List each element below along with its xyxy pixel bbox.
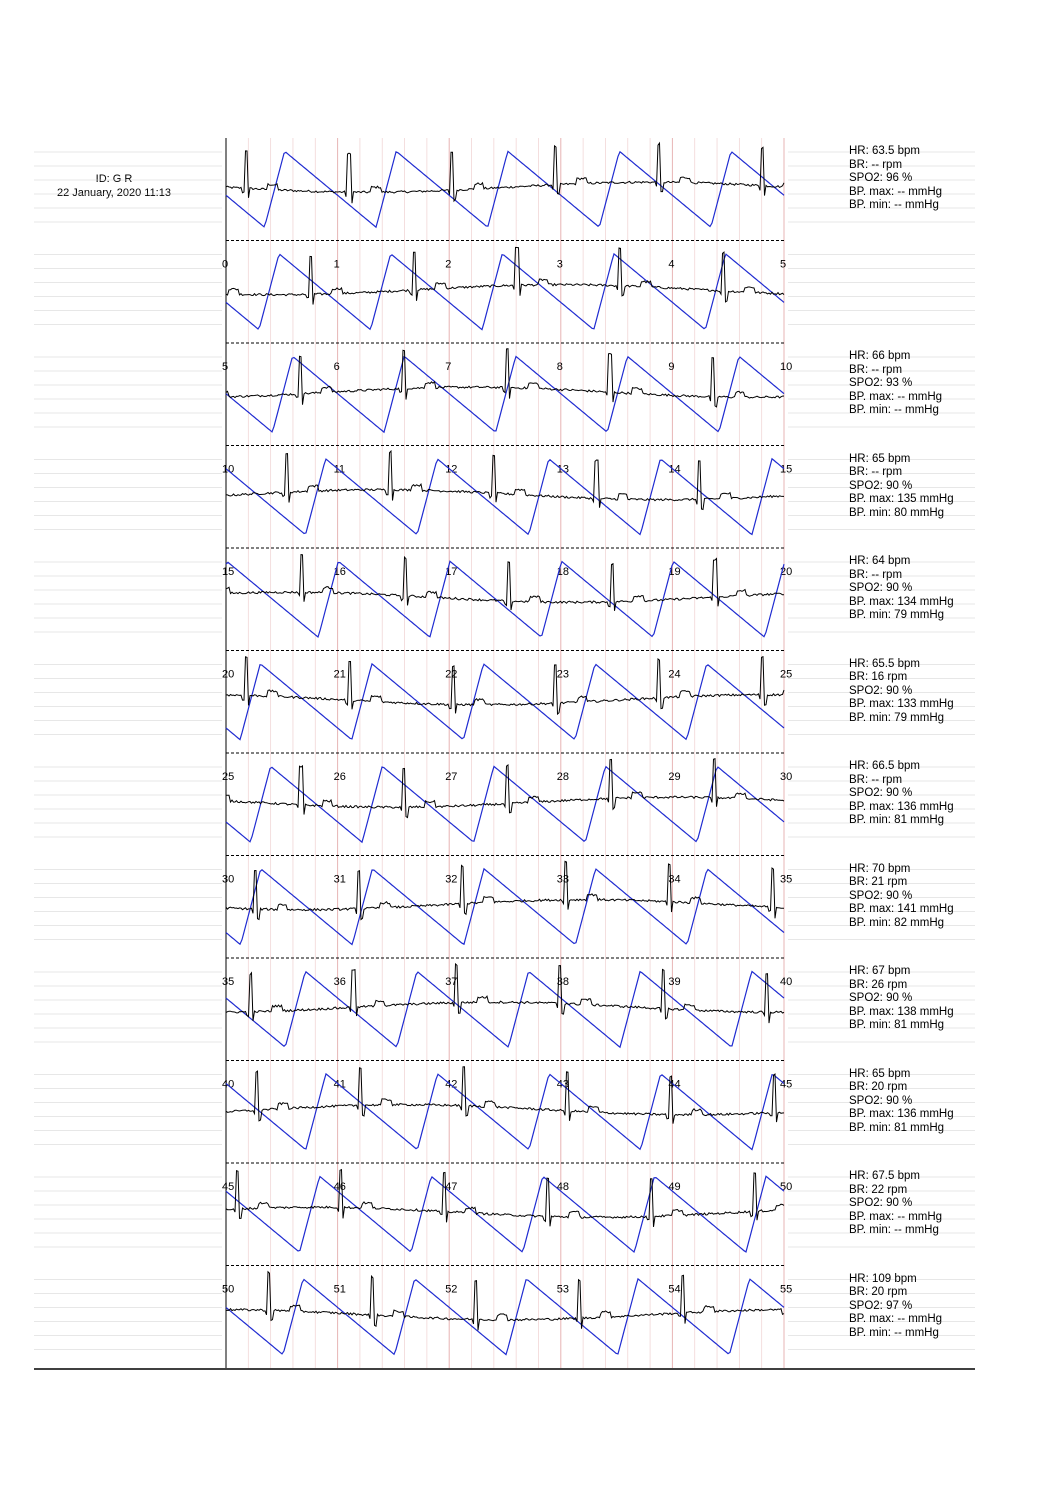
- vital-stat-line: BR: 26 rpm: [849, 978, 908, 991]
- vital-stat-line: HR: 64 bpm: [849, 555, 911, 567]
- vital-stat-line: BR: 20 rpm: [849, 1081, 908, 1094]
- time-tick-label: 52: [445, 1283, 458, 1296]
- vital-stat-line: BP. max: -- mmHg: [849, 1210, 943, 1223]
- vital-stat-line: SPO2: 97 %: [849, 1299, 913, 1312]
- time-tick-label: 43: [556, 1078, 570, 1091]
- time-tick-label: 14: [668, 463, 681, 476]
- time-tick-label: 34: [668, 873, 681, 886]
- time-tick-label: 17: [445, 566, 458, 578]
- time-tick-label: 28: [556, 771, 570, 783]
- vital-stat-line: SPO2: 90 %: [849, 684, 913, 697]
- ecg-trace: [226, 1272, 784, 1331]
- time-tick-label: 1: [333, 258, 340, 271]
- vital-stat-line: HR: 67.5 bpm: [849, 1170, 920, 1182]
- strip-row: [222, 349, 792, 433]
- vital-stat-line: BP. max: -- mmHg: [849, 390, 943, 403]
- ecg-trace: [226, 451, 784, 509]
- time-tick-label: 29: [668, 771, 681, 783]
- vital-stat-line: BP. min: -- mmHg: [849, 1326, 939, 1339]
- vital-stat-line: BP. min: -- mmHg: [849, 404, 939, 417]
- time-tick-label: 23: [556, 668, 570, 681]
- time-tick-label: 4: [668, 258, 675, 271]
- time-tick-label: 35: [780, 873, 793, 886]
- time-tick-label: 16: [333, 566, 346, 578]
- vital-stats-block: [849, 1170, 942, 1238]
- vital-stat-line: HR: 109 bpm: [849, 1272, 917, 1285]
- time-tick-label: 5: [222, 361, 229, 373]
- time-tick-label: 33: [556, 873, 570, 886]
- time-tick-label: 44: [668, 1078, 681, 1091]
- time-tick-label: 26: [333, 771, 346, 783]
- time-tick-label: 42: [445, 1078, 458, 1091]
- time-tick-label: 50: [222, 1283, 235, 1296]
- time-tick-label: 10: [222, 463, 235, 476]
- separator-lines: [34, 152, 975, 1350]
- vital-stat-line: BP. min: 81 mmHg: [849, 814, 945, 827]
- vital-stat-line: HR: 70 bpm: [849, 862, 911, 875]
- ecg-trace: [226, 143, 784, 203]
- time-tick-label: 20: [222, 668, 235, 681]
- vital-stat-line: BP. max: 133 mmHg: [849, 698, 954, 711]
- vital-stat-line: SPO2: 90 %: [849, 582, 913, 595]
- vital-stats-block: [849, 760, 954, 828]
- time-tick-label: 15: [222, 566, 235, 578]
- ecg-trace: [226, 964, 784, 1023]
- time-tick-label: 45: [780, 1078, 793, 1091]
- vital-stat-line: BP. max: 134 mmHg: [849, 595, 954, 608]
- ecg-trace: [226, 1067, 784, 1124]
- strip-row: [226, 143, 784, 227]
- time-tick-label: 47: [445, 1181, 458, 1193]
- vital-stat-line: SPO2: 96 %: [849, 172, 913, 185]
- time-tick-label: 25: [780, 668, 793, 681]
- time-tick-label: 12: [445, 463, 458, 476]
- strip-row: [222, 964, 792, 1047]
- vital-stat-line: BP. min: -- mmHg: [849, 1224, 939, 1237]
- vital-stat-line: BR: -- rpm: [849, 568, 903, 581]
- vital-stat-line: BR: -- rpm: [849, 773, 903, 786]
- ecg-trace: [226, 1170, 784, 1227]
- vital-stat-line: BP. min: 81 mmHg: [849, 1121, 945, 1134]
- time-tick-label: 50: [780, 1181, 793, 1193]
- time-tick-label: 5: [780, 258, 787, 271]
- ecg-trace: [226, 861, 784, 919]
- time-tick-label: 6: [333, 361, 340, 373]
- pleth-trace: [226, 1279, 784, 1355]
- vital-stats-block: [849, 453, 954, 521]
- vital-stat-line: BP. max: 136 mmHg: [849, 1108, 954, 1121]
- time-tick-label: 25: [222, 771, 235, 783]
- vital-stat-line: HR: 66 bpm: [849, 350, 911, 362]
- vital-stat-line: BP. max: 136 mmHg: [849, 800, 954, 813]
- vital-stat-line: BP. max: -- mmHg: [849, 185, 943, 198]
- strip-row: [222, 1067, 792, 1150]
- vital-stat-line: BR: 21 rpm: [849, 876, 908, 889]
- vital-stat-line: BP. min: 79 mmHg: [849, 609, 945, 622]
- time-tick-label: 30: [780, 771, 793, 783]
- time-tick-label: 24: [668, 668, 681, 681]
- ecg-trace: [226, 759, 784, 818]
- vital-stats-block: [849, 863, 954, 931]
- pleth-trace: [226, 357, 784, 433]
- time-tick-label: 21: [333, 668, 346, 681]
- strip-row: [222, 247, 786, 329]
- vital-stats-block: [849, 350, 942, 418]
- vital-stat-line: BR: -- rpm: [849, 466, 903, 479]
- pleth-trace: [226, 869, 784, 945]
- vital-stat-line: BP. min: 79 mmHg: [849, 711, 945, 724]
- time-tick-label: 22: [445, 668, 458, 681]
- time-tick-label: 30: [222, 873, 235, 886]
- time-tick-label: 20: [780, 566, 793, 578]
- time-tick-label: 48: [556, 1181, 570, 1193]
- vital-stat-line: SPO2: 93 %: [849, 377, 913, 390]
- vital-stat-line: HR: 65 bpm: [849, 1067, 911, 1080]
- time-tick-label: 31: [333, 873, 346, 886]
- vital-stats-block: [849, 1273, 942, 1341]
- vital-stat-line: BP. max: 141 mmHg: [849, 903, 954, 916]
- vital-stat-line: BP. min: 80 mmHg: [849, 506, 945, 519]
- strip-row: [222, 657, 792, 740]
- time-tick-label: 53: [556, 1283, 570, 1296]
- time-tick-label: 35: [222, 976, 235, 988]
- patient-id: ID: G R: [95, 173, 133, 185]
- time-tick-label: 55: [780, 1283, 793, 1296]
- vital-stat-line: SPO2: 90 %: [849, 787, 913, 800]
- strip-row: [222, 759, 792, 843]
- vital-stat-line: SPO2: 90 %: [849, 1197, 913, 1210]
- vital-stat-line: SPO2: 90 %: [849, 992, 913, 1005]
- vital-stat-line: HR: 63.5 bpm: [849, 145, 920, 157]
- vital-stats-block: [849, 145, 942, 213]
- vital-stat-line: SPO2: 90 %: [849, 479, 913, 492]
- time-tick-label: 38: [556, 976, 570, 988]
- time-tick-label: 7: [445, 361, 452, 373]
- time-tick-label: 3: [556, 258, 563, 271]
- vital-stat-line: BR: 16 rpm: [849, 671, 908, 684]
- time-tick-label: 13: [556, 463, 570, 476]
- vital-stat-line: BR: 22 rpm: [849, 1183, 908, 1196]
- time-tick-label: 54: [668, 1283, 681, 1296]
- vital-stat-line: BP. min: 81 mmHg: [849, 1019, 945, 1032]
- strip-row: [222, 555, 792, 637]
- vital-stats-block: [849, 658, 954, 726]
- time-tick-label: 2: [445, 258, 452, 271]
- time-tick-label: 51: [333, 1283, 346, 1296]
- time-tick-label: 36: [333, 976, 346, 988]
- time-tick-label: 40: [222, 1078, 235, 1091]
- time-tick-label: 41: [333, 1078, 346, 1091]
- time-tick-label: 19: [668, 566, 681, 578]
- vital-stat-line: BP. min: 82 mmHg: [849, 916, 945, 929]
- vital-stat-line: HR: 65 bpm: [849, 452, 911, 465]
- time-tick-label: 39: [668, 976, 681, 988]
- time-tick-label: 9: [668, 361, 675, 373]
- pleth-trace: [226, 151, 784, 227]
- strip-row: [222, 861, 792, 944]
- vital-stat-line: BP. max: 138 mmHg: [849, 1005, 954, 1018]
- time-tick-label: 0: [222, 258, 229, 271]
- vital-stat-line: SPO2: 90 %: [849, 889, 913, 902]
- time-tick-label: 27: [445, 771, 458, 783]
- vital-stat-line: SPO2: 90 %: [849, 1094, 913, 1107]
- vital-stats-block: [849, 555, 954, 623]
- time-tick-label: 37: [445, 976, 458, 988]
- time-tick-label: 18: [556, 566, 570, 578]
- vital-stat-line: BR: 20 rpm: [849, 1286, 908, 1299]
- time-tick-label: 46: [333, 1181, 346, 1193]
- time-tick-label: 45: [222, 1181, 235, 1193]
- vital-stats-block: [849, 1068, 954, 1136]
- vital-stat-line: HR: 67 bpm: [849, 965, 911, 977]
- strip-row: [222, 451, 792, 534]
- vital-stat-line: BP. max: -- mmHg: [849, 1313, 943, 1326]
- vital-stats-block: [849, 965, 954, 1033]
- vital-stat-line: BR: -- rpm: [849, 158, 903, 171]
- strip-row: [222, 1170, 792, 1252]
- vital-stat-line: HR: 65.5 bpm: [849, 657, 920, 670]
- vital-stat-line: BP. max: 135 mmHg: [849, 493, 954, 506]
- time-tick-label: 10: [780, 361, 793, 373]
- time-tick-label: 8: [556, 361, 563, 373]
- recording-datetime: 22 January, 2020 11:13: [57, 187, 171, 199]
- ecg-trace: [226, 555, 784, 611]
- time-tick-label: 11: [333, 463, 346, 476]
- time-tick-label: 40: [780, 976, 793, 988]
- vital-stat-line: HR: 66.5 bpm: [849, 760, 920, 772]
- vital-stat-line: BR: -- rpm: [849, 363, 903, 376]
- vital-stat-line: BP. min: -- mmHg: [849, 199, 939, 212]
- time-tick-label: 49: [668, 1181, 681, 1193]
- pleth-trace: [226, 1074, 784, 1150]
- pleth-trace: [226, 561, 784, 637]
- strip-row: [222, 1272, 792, 1355]
- pleth-trace: [226, 664, 784, 740]
- time-tick-label: 15: [780, 463, 793, 476]
- time-tick-label: 32: [445, 873, 458, 886]
